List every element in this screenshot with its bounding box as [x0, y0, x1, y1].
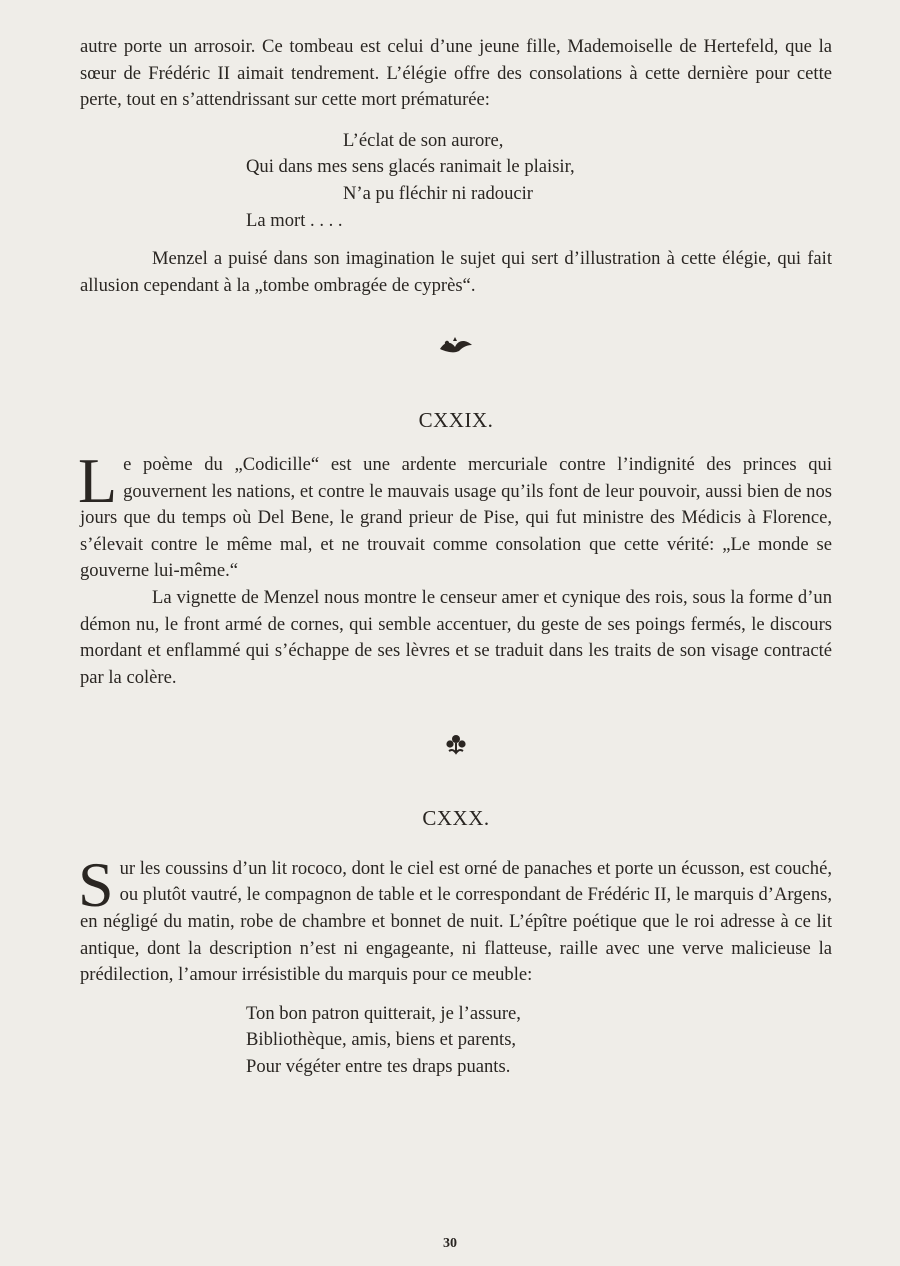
elegy-verse: [246, 128, 832, 234]
lit-rococo-paragraph: Sur les coussins d’un lit rococo, dont le ciel est orné de panaches et porte un écusson, est couché, ou plutôt vautré, le compagnon de table et le correspondant de Frédéric II, le marquis d’Argens, en négligé du matin, robe de chambre et bonnet de nuit. L’épître poétique que le roi adresse à ce lit antique, dont la description n’est ni engageante, ni flatteuse, raille avec une verve malicieuse la prédilection, l’amour irrésistible du marquis pour ce meuble:: [78, 848, 832, 986]
page-number: 30: [443, 1236, 457, 1251]
drop-cap: L: [78, 444, 118, 516]
verse-line: Qui dans mes sens glacés ranimait le plaisir,: [246, 156, 575, 178]
epistle-verse: [246, 1001, 832, 1081]
verse-line: La mort . . . .: [246, 209, 343, 231]
menzel-paragraph: Menzel a puisé dans son imagination le sujet qui sert d’illustration à cette élégie, qui fait allusion cependant à la „tombe ombragée de cyprès“.: [80, 248, 832, 296]
verse-line: Ton bon patron quitterait, je l’assure,: [246, 1002, 521, 1024]
verse-line: N’a pu fléchir ni radoucir: [343, 182, 533, 204]
verse-line: L’éclat de son aurore,: [343, 129, 504, 151]
page-body: [80, 34, 832, 1081]
verse-line: Bibliothèque, amis, biens et parents,: [246, 1029, 517, 1051]
vine-ornament-icon: [80, 335, 832, 363]
codicille-paragraph: Le poème du „Codicille“ est une ardente mercuriale contre l’indignité des princes qui gouvernent les nations, et contre le mauvais usage qu’ils font de leur pouvoir, aussi bien de nos jours que du temps où Del Bene, le grand prieur de Pise, qui fut ministre des Médicis à Florence, s’élevait contre le même mal, et ne trouvait comme consolation que cette vérité: „Le monde se gouverne lui-même.“: [78, 444, 832, 582]
verse-line: Pour végéter entre tes draps puants.: [246, 1056, 511, 1078]
vignette-paragraph: La vignette de Menzel nous montre le censeur amer et cynique des rois, sous la forme d’un démon nu, le front armé de cornes, qui semble accentuer, du geste de ses poings fermés, le discours mordant et enflammé qui s’échappe de ses lèvres et se traduit dans les traits de son visage contracté par la colère.: [80, 586, 832, 688]
flower-ornament-icon: [80, 733, 832, 763]
section-heading: CXXX.: [422, 806, 490, 831]
section-heading: CXXIX.: [418, 408, 494, 433]
drop-cap: S: [78, 848, 114, 920]
intro-paragraph: autre porte un arrosoir. Ce tombeau est celui d’une jeune fille, Mademoiselle de Hertefeld, que la sœur de Frédéric II aimait tendrement. L’élégie offre des consolations à cette dernière pour cette perte, tout en s’attendrissant sur cette mort prématurée:: [80, 36, 832, 111]
